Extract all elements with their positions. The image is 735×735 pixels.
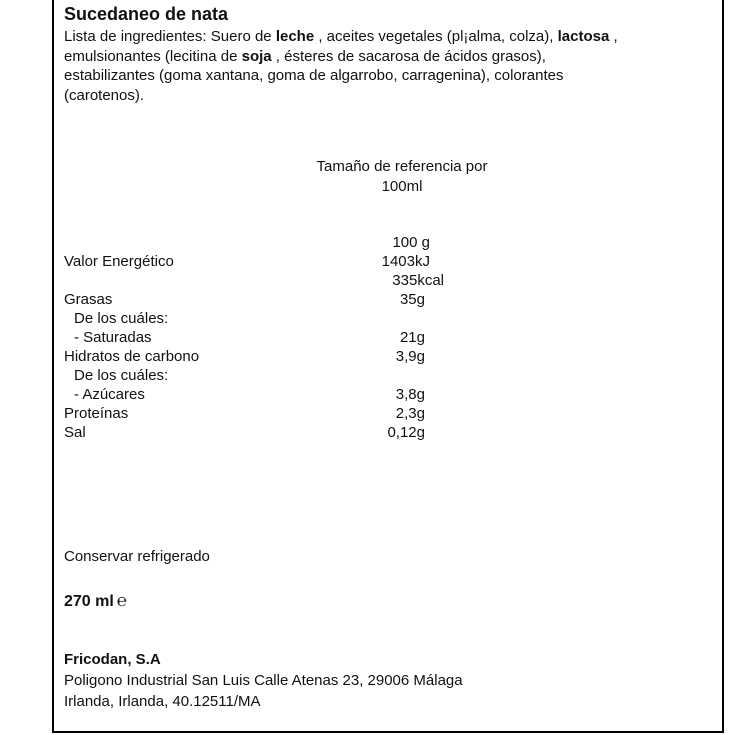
- salt-value: 0,12g: [387, 424, 425, 441]
- estimated-sign-icon: ℮: [116, 591, 128, 610]
- energy-kj-value: 1403kJ: [381, 253, 430, 270]
- column-header: 100 g: [392, 234, 430, 251]
- allergen-lactose: lactosa: [557, 28, 610, 45]
- product-title: Sucedaneo de nata: [64, 4, 229, 24]
- net-quantity: [64, 591, 127, 612]
- of-which-label: De los cuáles:: [74, 367, 169, 384]
- saturates-label: - Saturadas: [74, 329, 152, 346]
- ingredients-list: [64, 27, 624, 105]
- energy-label: Valor Energético: [64, 253, 174, 270]
- reference-line-1: Tamaño de referencia por: [316, 158, 488, 175]
- fat-value: 35g: [399, 291, 425, 308]
- of-which-label: De los cuáles:: [74, 310, 169, 327]
- ingredients-text: , ésteres de sacarosa de ácidos grasos), estabilizantes (goma xantana, goma de algarrobo, carragenina), colorantes (carotenos).: [64, 47, 564, 104]
- salt-label: Sal: [64, 424, 86, 441]
- sugars-value: 3,8g: [395, 386, 425, 403]
- carbs-value: 3,9g: [395, 348, 425, 365]
- carbs-label: Hidratos de carbono: [64, 348, 200, 365]
- sugars-label: - Azúcares: [74, 386, 145, 403]
- protein-value: 2,3g: [395, 405, 425, 422]
- company-name: Fricodan, S.A: [64, 651, 161, 668]
- reference-line-2: 100ml: [381, 178, 423, 195]
- protein-label: Proteínas: [64, 405, 129, 422]
- company-address-line-2: Irlanda, Irlanda, 40.12511/MA: [64, 693, 261, 710]
- ingredients-text: , aceites vegetales (pl¡alma, colza),: [314, 28, 558, 45]
- ingredients-text: Lista de ingredientes: Suero de: [64, 28, 276, 45]
- quantity-value: 270 ml: [64, 593, 114, 610]
- saturates-value: 21g: [399, 329, 425, 346]
- company-address-line-1: Poligono Industrial San Luis Calle Atenas 23, 29006 Málaga: [64, 672, 463, 689]
- allergen-soy: soja: [241, 47, 272, 65]
- reference-size: [260, 157, 544, 197]
- ingredients-text: , emulsionantes (lecitina de: [64, 28, 618, 65]
- fat-label: Grasas: [64, 291, 113, 308]
- energy-kcal-value: 335kcal: [392, 272, 444, 289]
- storage-instructions: Conservar refrigerado: [64, 548, 210, 565]
- allergen-milk: leche: [275, 28, 315, 45]
